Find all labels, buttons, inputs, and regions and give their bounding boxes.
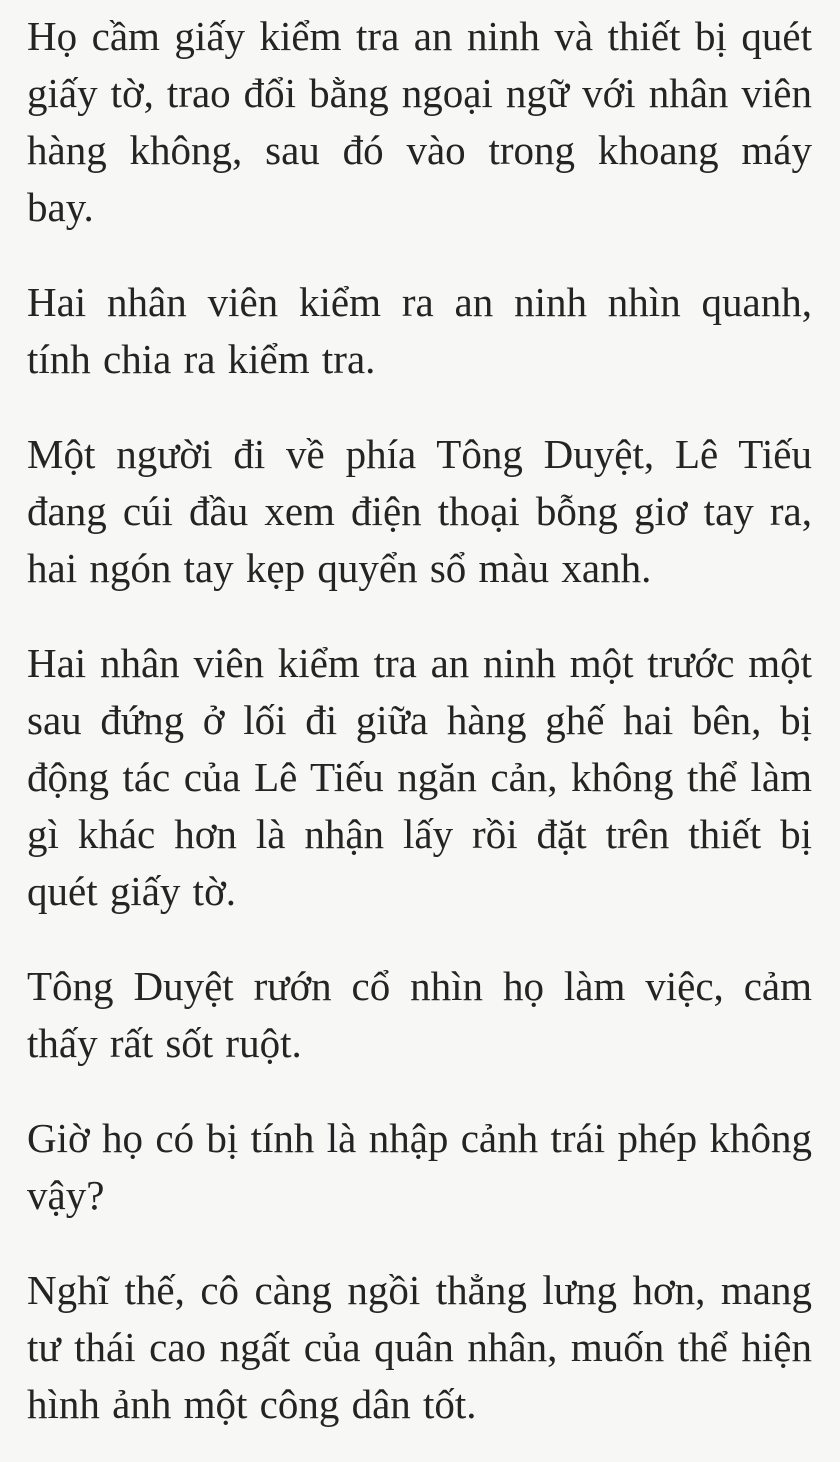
paragraph: Họ cầm giấy kiểm tra an ninh và thiết bị quét giấy tờ, trao đổi bằng ngoại ngữ với nhân viên hàng không, sau đó vào trong khoang máy bay. [27,13,812,230]
paragraph: Nghĩ thế, cô càng ngồi thẳng lưng hơn, mang tư thái cao ngất của quân nhân, muốn thể hiện hình ảnh một công dân tốt. [27,1267,812,1427]
paragraph: Tông Duyệt rướn cổ nhìn họ làm việc, cảm thấy rất sốt ruột. [27,963,812,1066]
paragraph: Hai nhân viên kiểm tra an ninh một trước một sau đứng ở lối đi giữa hàng ghế hai bên, bị động tác của Lê Tiếu ngăn cản, không thể làm gì khác hơn là nhận lấy rồi đặt trên thiết bị quét giấy tờ. [27,640,812,914]
paragraph: Hai nhân viên kiểm ra an ninh nhìn quanh, tính chia ra kiểm tra. [27,279,812,382]
paragraph: Một người đi về phía Tông Duyệt, Lê Tiếu đang cúi đầu xem điện thoại bỗng giơ tay ra, hai ngón tay kẹp quyển sổ màu xanh. [27,431,812,591]
paragraph: Giờ họ có bị tính là nhập cảnh trái phép không vậy? [27,1115,812,1218]
